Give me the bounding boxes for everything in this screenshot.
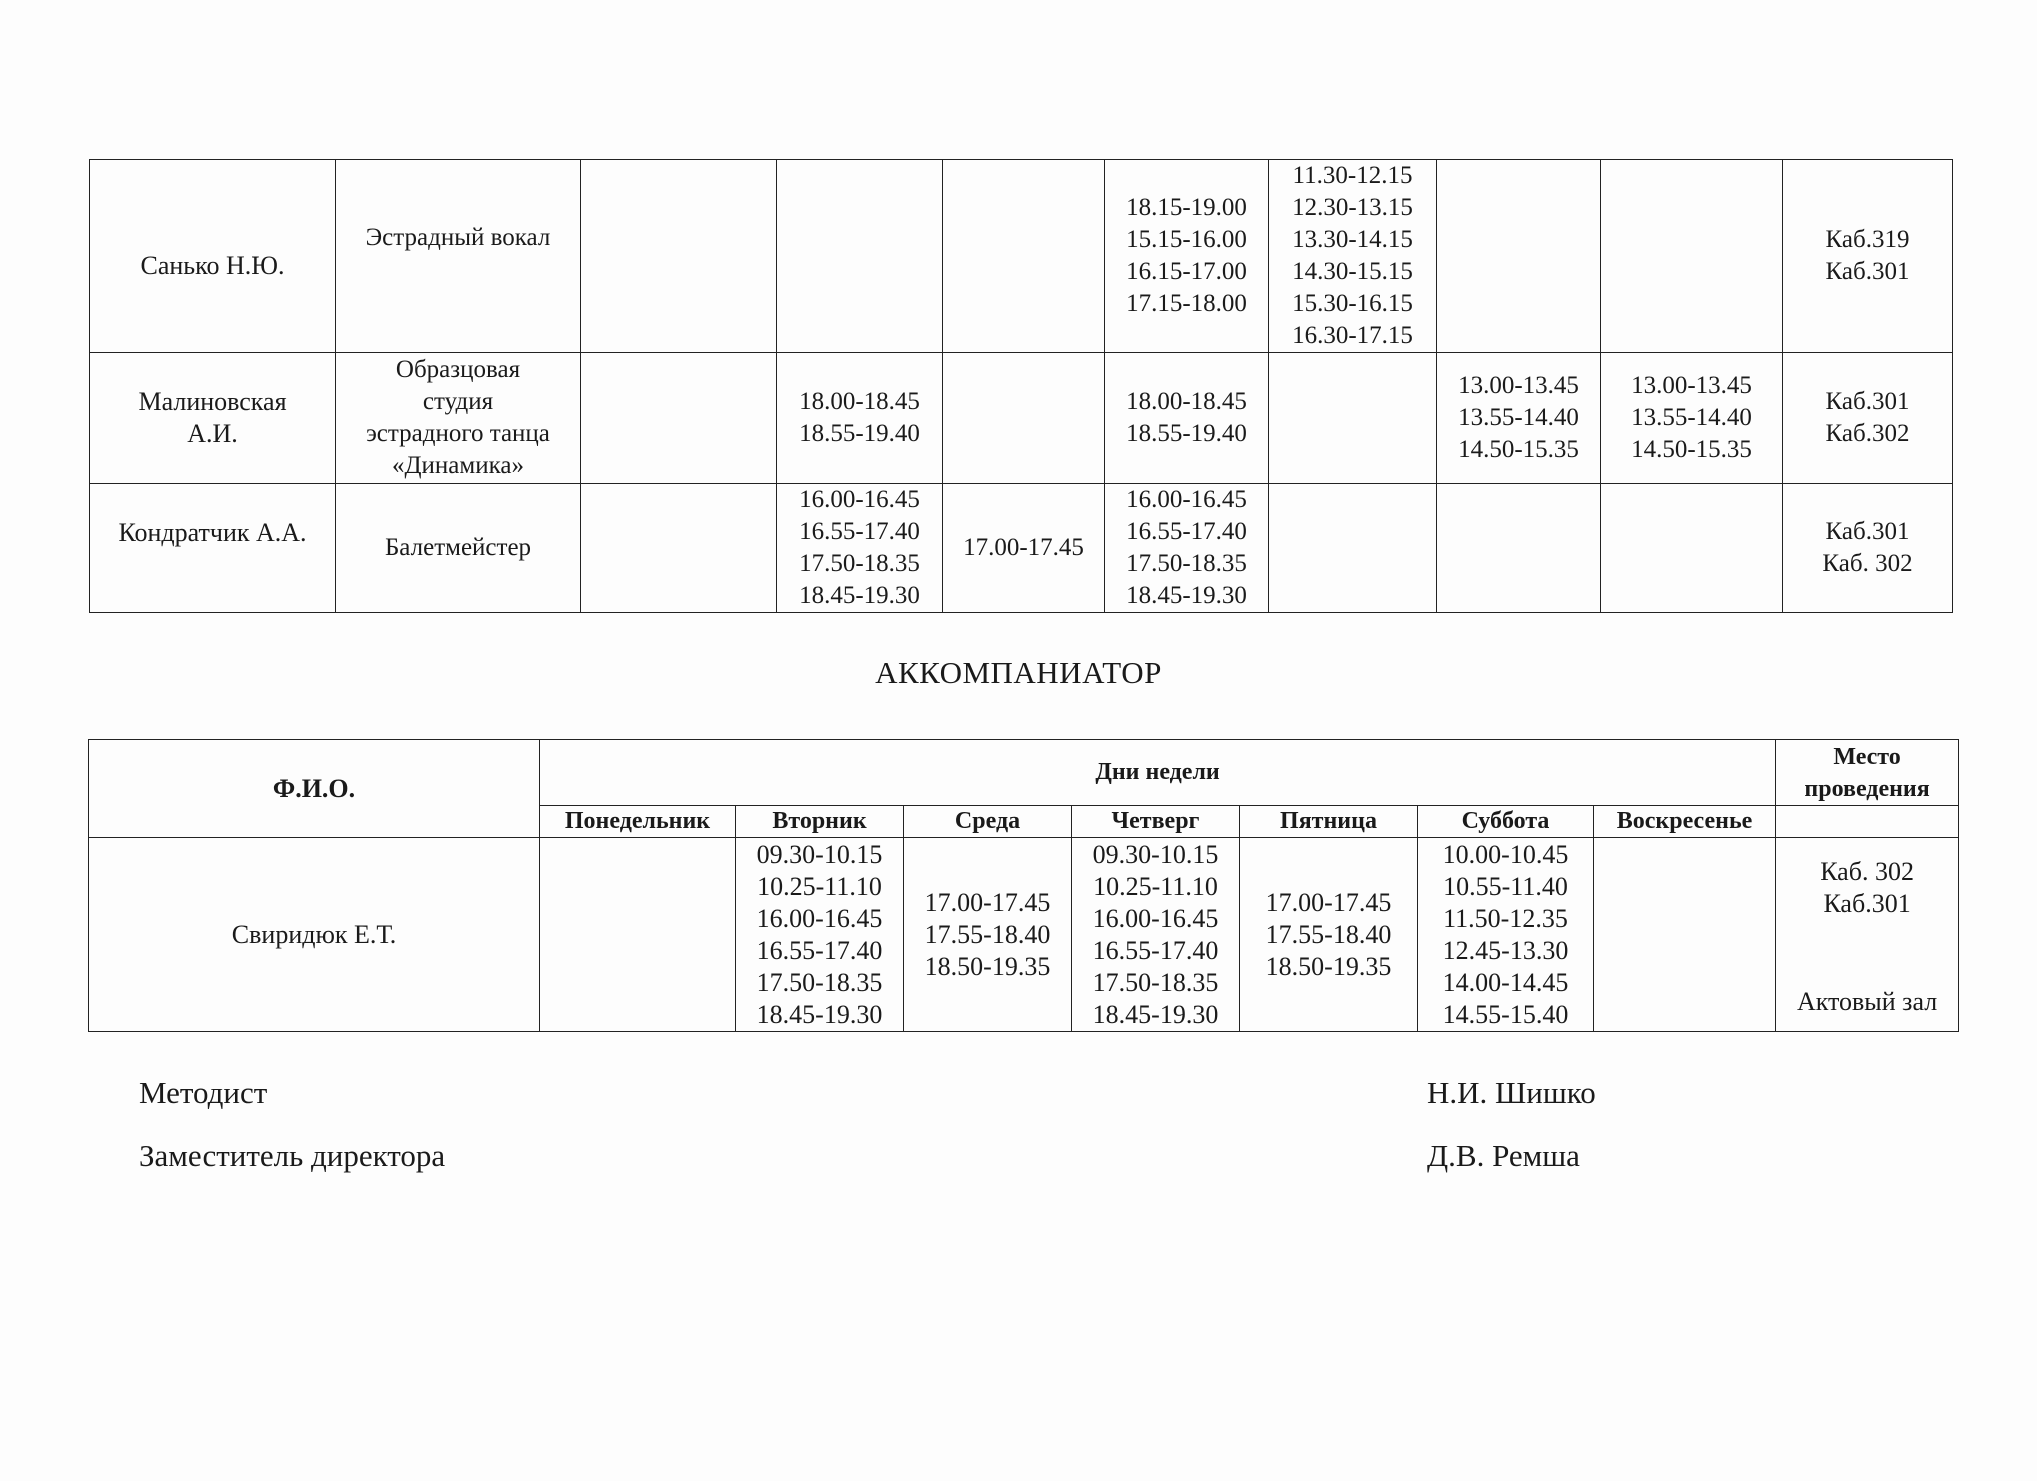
- time-slot: 10.25-11.10: [1093, 871, 1218, 901]
- time-slot: 18.00-18.45: [1126, 388, 1247, 415]
- signature-person-methodist: Н.И. Шишко: [1427, 1075, 1596, 1110]
- schedule-cell: [1418, 838, 1594, 1032]
- time-slot: 11.50-12.35: [1443, 903, 1568, 933]
- time-slot: 16.00-16.45: [1092, 903, 1219, 933]
- time-slot: 18.50-19.35: [924, 951, 1051, 981]
- header-place: Место проведения: [1776, 740, 1959, 806]
- schedule-cell: [1269, 160, 1437, 353]
- time-slot: 14.55-15.40: [1442, 999, 1569, 1029]
- time-slot: 16.00-16.45: [1126, 486, 1247, 513]
- place-line: Каб.319: [1825, 226, 1910, 253]
- time-slot: 17.00-17.45: [963, 534, 1084, 561]
- subject-line: «Динамика»: [392, 452, 524, 479]
- accompanist-schedule-table: [88, 739, 1959, 1032]
- time-slot: 13.00-13.45: [1458, 372, 1579, 399]
- time-slot: 13.00-13.45: [1631, 372, 1752, 399]
- header-days: Дни недели: [540, 740, 1776, 806]
- subject-cell: [336, 484, 581, 613]
- schedule-cell: [1601, 353, 1783, 484]
- subject-line: Образцовая: [395, 356, 521, 383]
- signature-role-deputy-director: Заместитель директора: [139, 1138, 446, 1173]
- subject-cell: [336, 353, 581, 484]
- day-header: Воскресенье: [1594, 806, 1776, 838]
- place-cell: [1783, 160, 1953, 353]
- time-slot: 18.45-19.30: [1092, 999, 1219, 1029]
- schedule-cell: [777, 160, 943, 353]
- place-line: Каб.301: [1825, 518, 1910, 545]
- time-slot: 10.00-10.45: [1442, 839, 1569, 869]
- section-heading-accompanist: АККОМПАНИАТОР: [875, 655, 1162, 690]
- time-slot: 18.50-19.35: [1265, 951, 1392, 981]
- time-slot: 11.30-12.15: [1292, 162, 1413, 189]
- schedule-cell: [1105, 353, 1269, 484]
- time-slot: 16.00-16.45: [756, 903, 883, 933]
- time-slot: 17.50-18.35: [1126, 550, 1247, 577]
- time-slot: 15.15-16.00: [1126, 226, 1247, 253]
- time-slot: 18.55-19.40: [1126, 420, 1247, 447]
- time-slot: 16.00-16.45: [799, 486, 920, 513]
- time-slot: 10.25-11.10: [757, 871, 882, 901]
- time-slot: 14.00-14.45: [1442, 967, 1569, 997]
- time-slot: 13.55-14.40: [1458, 404, 1579, 431]
- schedule-cell: [581, 353, 777, 484]
- subject-line: Балетмейстер: [384, 534, 532, 561]
- time-slot: 09.30-10.15: [756, 839, 883, 869]
- schedule-cell: [1105, 484, 1269, 613]
- place-line-assembly-hall: Актовый зал: [1796, 987, 1938, 1016]
- schedule-cell: [1269, 353, 1437, 484]
- schedule-table-continued: [89, 159, 1953, 613]
- subject-line: студия: [422, 388, 494, 415]
- schedule-cell: [904, 838, 1072, 1032]
- time-slot: 17.55-18.40: [1265, 919, 1392, 949]
- table-row: [90, 484, 1953, 613]
- day-header: Суббота: [1418, 806, 1594, 838]
- time-slot: 18.15-19.00: [1126, 194, 1247, 221]
- schedule-cell: [1437, 160, 1601, 353]
- schedule-cell: [943, 353, 1105, 484]
- schedule-cell: [943, 484, 1105, 613]
- signature-person-deputy-director: Д.В. Ремша: [1427, 1138, 1580, 1173]
- place-line: Каб.302: [1825, 420, 1910, 447]
- place-line: Каб.301: [1825, 388, 1910, 415]
- time-slot: 17.00-17.45: [1265, 887, 1392, 917]
- place-cell: [1783, 484, 1953, 613]
- schedule-cell: [1601, 160, 1783, 353]
- day-header: Пятница: [1240, 806, 1418, 838]
- time-slot: 12.45-13.30: [1442, 935, 1569, 965]
- place-line: Каб. 302: [1822, 550, 1913, 577]
- time-slot: 17.00-17.45: [924, 887, 1051, 917]
- schedule-cell: [1269, 484, 1437, 613]
- time-slot: 16.30-17.15: [1292, 322, 1413, 349]
- time-slot: 12.30-13.15: [1292, 194, 1413, 221]
- schedule-cell: [777, 484, 943, 613]
- place-cell: [1783, 353, 1953, 484]
- place-line: Каб. 302: [1820, 857, 1914, 886]
- time-slot: 14.50-15.35: [1631, 436, 1752, 463]
- schedule-cell: [581, 484, 777, 613]
- place-cell: [1776, 838, 1959, 1032]
- day-header: Среда: [904, 806, 1072, 838]
- schedule-cell: [1437, 484, 1601, 613]
- schedule-cell: [1437, 353, 1601, 484]
- schedule-cell: [1105, 160, 1269, 353]
- place-line: Каб.301: [1823, 889, 1911, 918]
- teacher-name-cell: Кондратчик А.А.: [90, 484, 336, 613]
- teacher-name-cell: Санько Н.Ю.: [90, 160, 336, 353]
- time-slot: 14.50-15.35: [1458, 436, 1579, 463]
- day-header: Понедельник: [540, 806, 736, 838]
- schedule-cell: [581, 160, 777, 353]
- subject-line: Эстрадный вокал: [365, 224, 551, 251]
- schedule-cell: [540, 838, 736, 1032]
- day-header: Вторник: [736, 806, 904, 838]
- schedule-cell: [1072, 838, 1240, 1032]
- time-slot: 18.00-18.45: [799, 388, 920, 415]
- schedule-cell: [736, 838, 904, 1032]
- time-slot: 17.50-18.35: [756, 967, 883, 997]
- schedule-cell: [1601, 484, 1783, 613]
- time-slot: 18.45-19.30: [1126, 582, 1247, 609]
- time-slot: 17.55-18.40: [924, 919, 1051, 949]
- time-slot: 17.50-18.35: [1092, 967, 1219, 997]
- table-row: [90, 353, 1953, 484]
- place-line: Каб.301: [1825, 258, 1910, 285]
- time-slot: 16.55-17.40: [1092, 935, 1219, 965]
- table-row: [90, 160, 1953, 353]
- time-slot: 15.30-16.15: [1292, 290, 1413, 317]
- time-slot: 18.55-19.40: [799, 420, 920, 447]
- time-slot: 13.55-14.40: [1631, 404, 1752, 431]
- teacher-name-cell: Малиновская А.И.: [90, 353, 336, 484]
- table-row: [89, 838, 1959, 1032]
- day-header: Четверг: [1072, 806, 1240, 838]
- time-slot: 16.55-17.40: [1126, 518, 1247, 545]
- schedule-cell: [777, 353, 943, 484]
- time-slot: 17.15-18.00: [1126, 290, 1247, 317]
- subject-line: эстрадного танца: [366, 420, 550, 447]
- schedule-cell: [1240, 838, 1418, 1032]
- schedule-cell: [943, 160, 1105, 353]
- time-slot: 14.30-15.15: [1292, 258, 1413, 285]
- header-fio: Ф.И.О.: [89, 740, 540, 838]
- time-slot: 18.45-19.30: [799, 582, 920, 609]
- time-slot: 16.55-17.40: [756, 935, 883, 965]
- time-slot: 10.55-11.40: [1443, 871, 1568, 901]
- place-subheader-empty: [1776, 806, 1959, 838]
- accompanist-name-cell: Свиридюк Е.Т.: [89, 838, 540, 1032]
- time-slot: 16.55-17.40: [799, 518, 920, 545]
- signature-role-methodist: Методист: [139, 1075, 268, 1110]
- schedule-cell: [1594, 838, 1776, 1032]
- subject-cell: [336, 160, 581, 353]
- time-slot: 09.30-10.15: [1092, 839, 1219, 869]
- time-slot: 17.50-18.35: [799, 550, 920, 577]
- time-slot: 16.15-17.00: [1126, 258, 1247, 285]
- time-slot: 18.45-19.30: [756, 999, 883, 1029]
- time-slot: 13.30-14.15: [1292, 226, 1413, 253]
